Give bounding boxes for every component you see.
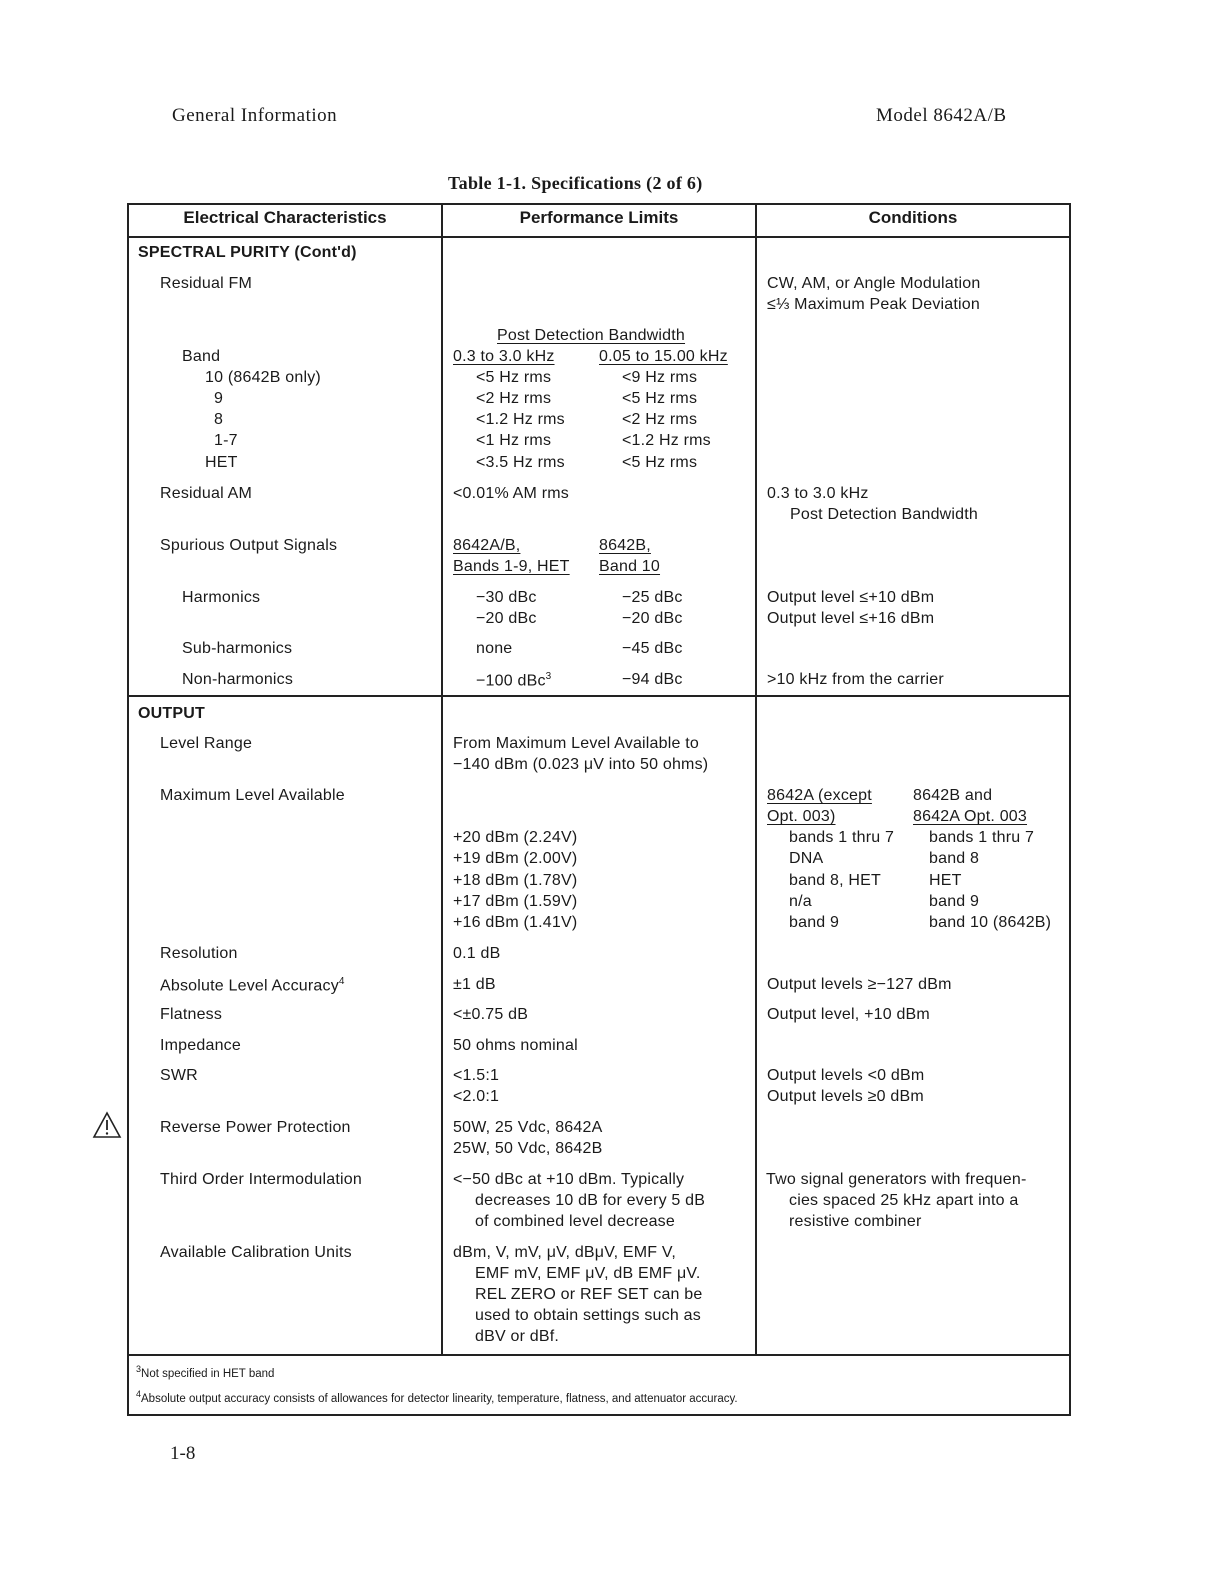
spurious-label: Spurious Output Signals bbox=[160, 537, 338, 554]
fm-limit: <5 Hz rms bbox=[622, 454, 698, 471]
intermod-value: decreases 10 dB for every 5 dB bbox=[475, 1192, 706, 1209]
resolution-value: 0.1 dB bbox=[453, 945, 501, 962]
footnote-3: $^3$Not specified in HET band bbox=[136, 1364, 275, 1380]
accuracy-label: Absolute Level Accuracy$^4$ bbox=[160, 976, 345, 995]
sub-harmonics-limit: −45 dBc bbox=[622, 640, 683, 657]
calibration-units-value: dBm, V, mV, μV, dBμV, EMF V, bbox=[453, 1244, 676, 1261]
intermod-value: <−50 dBc at +10 dBm. Typically bbox=[453, 1171, 685, 1188]
band-name: 1-7 bbox=[214, 432, 238, 449]
band-name: HET bbox=[205, 454, 238, 471]
page-number: 1-8 bbox=[170, 1443, 196, 1464]
max-level-band-a: bands 1 thru 7 bbox=[789, 829, 895, 846]
harmonics-limit: −25 dBc bbox=[622, 589, 683, 606]
non-harmonics-condition: >10 kHz from the carrier bbox=[767, 671, 944, 688]
fm-limit: <1 Hz rms bbox=[476, 432, 552, 449]
max-level-band-b: band 10 (8642B) bbox=[929, 914, 1052, 931]
accuracy-condition: Output levels ≥−127 dBm bbox=[767, 976, 952, 993]
max-level-value: +18 dBm (1.78V) bbox=[453, 872, 578, 889]
max-level-band-b: band 8 bbox=[929, 850, 980, 867]
impedance-value: 50 ohms nominal bbox=[453, 1037, 578, 1054]
max-level-value: +17 dBm (1.59V) bbox=[453, 893, 578, 910]
fm-limit: <1.2 Hz rms bbox=[622, 432, 711, 449]
fm-limit: <2 Hz rms bbox=[622, 411, 698, 428]
calibration-units-value: EMF mV, EMF μV, dB EMF μV. bbox=[475, 1265, 701, 1282]
footnote-4: $^4$Absolute output accuracy consists of allowances for detector linearity, temperature, flatness, and attenuator accuracy. bbox=[136, 1389, 738, 1405]
intermod-condition: cies spaced 25 kHz apart into a bbox=[789, 1192, 1019, 1209]
residual-am-limit: <0.01% AM rms bbox=[453, 485, 569, 502]
max-level-col-heading: Opt. 003) bbox=[767, 808, 836, 825]
table-caption: Table 1-1. Specifications (2 of 6) bbox=[448, 173, 703, 193]
impedance-label: Impedance bbox=[160, 1037, 241, 1054]
intermod-value: of combined level decrease bbox=[475, 1213, 675, 1230]
max-level-col-heading: 8642A Opt. 003 bbox=[913, 808, 1028, 825]
running-header-left: General Information bbox=[172, 105, 338, 126]
fm-limit: <3.5 Hz rms bbox=[476, 454, 565, 471]
intermod-label: Third Order Intermodulation bbox=[160, 1171, 362, 1188]
max-level-value: +19 dBm (2.00V) bbox=[453, 850, 578, 867]
reverse-power-value: 50W, 25 Vdc, 8642A bbox=[453, 1119, 603, 1136]
flatness-condition: Output level, +10 dBm bbox=[767, 1006, 930, 1023]
bandwidth-column-heading: 0.05 to 15.00 kHz bbox=[599, 348, 728, 365]
column-header-characteristics: Electrical Characteristics bbox=[183, 208, 387, 227]
calibration-units-label: Available Calibration Units bbox=[160, 1244, 352, 1261]
flatness-label: Flatness bbox=[160, 1006, 223, 1023]
column-header-conditions: Conditions bbox=[868, 208, 958, 227]
column-header-limits: Performance Limits bbox=[519, 208, 679, 227]
spurious-col-heading: 8642B, bbox=[599, 537, 651, 554]
max-level-col-heading: 8642A (except bbox=[767, 787, 872, 804]
fm-limit: <9 Hz rms bbox=[622, 369, 698, 386]
max-level-band-a: band 8, HET bbox=[789, 872, 882, 889]
harmonics-limit: −20 dBc bbox=[476, 610, 537, 627]
band-name: 9 bbox=[214, 390, 224, 407]
max-level-band-a: band 9 bbox=[789, 914, 840, 931]
section-title-output: OUTPUT bbox=[138, 705, 205, 722]
harmonics-limit: −30 dBc bbox=[476, 589, 537, 606]
swr-value: <2.0:1 bbox=[453, 1088, 500, 1105]
non-harmonics-label: Non-harmonics bbox=[182, 671, 294, 688]
reverse-power-label: Reverse Power Protection bbox=[160, 1119, 351, 1136]
fm-limit: <1.2 Hz rms bbox=[476, 411, 565, 428]
residual-fm-condition: ≤⅓ Maximum Peak Deviation bbox=[767, 296, 980, 313]
max-level-value: +20 dBm (2.24V) bbox=[453, 829, 578, 846]
non-harmonics-limit: −100 dBc$^3$ bbox=[476, 671, 552, 690]
level-range-value: From Maximum Level Available to bbox=[453, 735, 699, 752]
intermod-condition: resistive combiner bbox=[789, 1213, 922, 1230]
level-range-value: −140 dBm (0.023 μV into 50 ohms) bbox=[453, 756, 709, 773]
spurious-col-heading: 8642A/B, bbox=[453, 537, 521, 554]
resolution-label: Resolution bbox=[160, 945, 238, 962]
flatness-value: <±0.75 dB bbox=[453, 1006, 529, 1023]
max-level-band-b: band 9 bbox=[929, 893, 980, 910]
calibration-units-value: dBV or dBf. bbox=[475, 1328, 560, 1345]
residual-am-label: Residual AM bbox=[160, 485, 253, 502]
section-title-spectral-purity: SPECTRAL PURITY (Cont'd) bbox=[138, 244, 357, 261]
fm-limit: <5 Hz rms bbox=[476, 369, 552, 386]
calibration-units-value: used to obtain settings such as bbox=[475, 1307, 701, 1324]
harmonics-condition: Output level ≤+10 dBm bbox=[767, 589, 935, 606]
fm-limit: <2 Hz rms bbox=[476, 390, 552, 407]
warning-triangle-icon bbox=[92, 1111, 122, 1144]
swr-condition: Output levels <0 dBm bbox=[767, 1067, 925, 1084]
max-level-value: +16 dBm (1.41V) bbox=[453, 914, 578, 931]
sub-harmonics-limit: none bbox=[476, 640, 513, 657]
max-level-band-b: bands 1 thru 7 bbox=[929, 829, 1035, 846]
accuracy-value: ±1 dB bbox=[453, 976, 496, 993]
band-name: 8 bbox=[214, 411, 224, 428]
fm-limit: <5 Hz rms bbox=[622, 390, 698, 407]
post-detection-bandwidth-heading: Post Detection Bandwidth bbox=[497, 327, 686, 344]
max-level-band-a: n/a bbox=[789, 893, 812, 910]
harmonics-condition: Output level ≤+16 dBm bbox=[767, 610, 935, 627]
spurious-col-heading: Bands 1-9, HET bbox=[453, 558, 570, 575]
reverse-power-value: 25W, 50 Vdc, 8642B bbox=[453, 1140, 603, 1157]
intermod-condition: Two signal generators with frequen- bbox=[766, 1171, 1027, 1188]
residual-am-condition: 0.3 to 3.0 kHz bbox=[767, 485, 869, 502]
band-label: Band bbox=[182, 348, 221, 365]
swr-condition: Output levels ≥0 dBm bbox=[767, 1088, 924, 1105]
harmonics-limit: −20 dBc bbox=[622, 610, 683, 627]
running-header-right: Model 8642A/B bbox=[876, 105, 1007, 126]
max-level-band-b: HET bbox=[929, 872, 962, 889]
swr-value: <1.5:1 bbox=[453, 1067, 500, 1084]
bandwidth-column-heading: 0.3 to 3.0 kHz bbox=[453, 348, 555, 365]
band-name: 10 (8642B only) bbox=[205, 369, 321, 386]
spurious-col-heading: Band 10 bbox=[599, 558, 661, 575]
max-level-col-heading: 8642B and bbox=[913, 787, 993, 804]
residual-fm-condition: CW, AM, or Angle Modulation bbox=[767, 275, 981, 292]
max-level-label: Maximum Level Available bbox=[160, 787, 345, 804]
residual-fm-label: Residual FM bbox=[160, 275, 253, 292]
residual-am-condition: Post Detection Bandwidth bbox=[790, 506, 979, 523]
non-harmonics-limit: −94 dBc bbox=[622, 671, 683, 688]
max-level-band-a: DNA bbox=[789, 850, 824, 867]
calibration-units-value: REL ZERO or REF SET can be bbox=[475, 1286, 703, 1303]
level-range-label: Level Range bbox=[160, 735, 253, 752]
sub-harmonics-label: Sub-harmonics bbox=[182, 640, 293, 657]
swr-label: SWR bbox=[160, 1067, 198, 1084]
harmonics-label: Harmonics bbox=[182, 589, 261, 606]
